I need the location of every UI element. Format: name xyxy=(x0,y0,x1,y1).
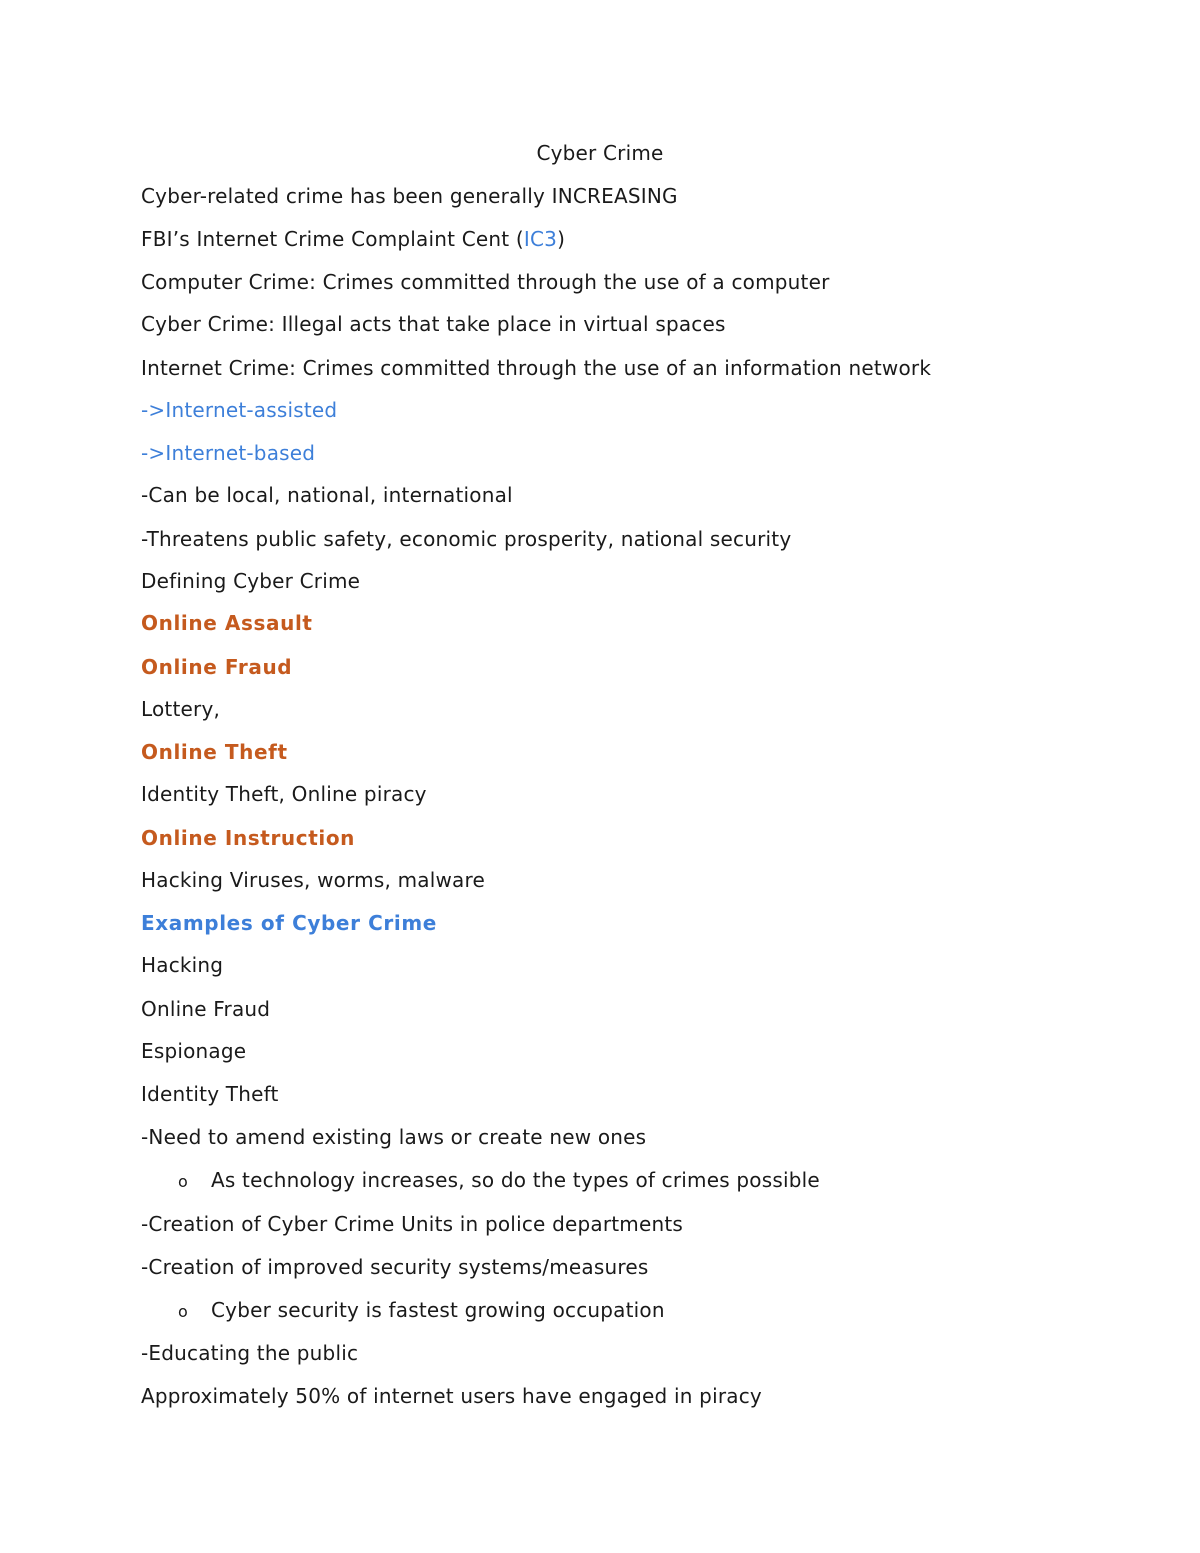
text-line-ic3 xyxy=(141,226,565,252)
text-line: -Creation of improved security systems/measures xyxy=(141,1255,649,1279)
internet-assisted-link[interactable]: ->Internet-assisted xyxy=(141,398,338,422)
page-title: Cyber Crime xyxy=(536,141,664,165)
ic3-link[interactable]: IC3 xyxy=(523,227,558,251)
list-item: Espionage xyxy=(141,1039,247,1063)
heading-online-theft: Online Theft xyxy=(141,740,288,764)
heading-online-fraud: Online Fraud xyxy=(141,655,293,679)
text-line: -Creation of Cyber Crime Units in police departments xyxy=(141,1212,684,1236)
bullet-marker: o xyxy=(178,1172,188,1191)
heading-online-instruction: Online Instruction xyxy=(141,826,356,850)
text-line: Internet Crime: Crimes committed through the use of an information network xyxy=(141,356,932,380)
bullet-marker: o xyxy=(178,1302,188,1321)
text-line: -Threatens public safety, economic prosperity, national security xyxy=(141,527,792,551)
heading-examples: Examples of Cyber Crime xyxy=(141,911,437,935)
text-line: Cyber-related crime has been generally INCREASING xyxy=(141,184,678,208)
text-line: Hacking Viruses, worms, malware xyxy=(141,868,485,892)
heading-online-assault: Online Assault xyxy=(141,611,313,635)
section-label: Defining Cyber Crime xyxy=(141,569,361,593)
text-line: Cyber Crime: Illegal acts that take place in virtual spaces xyxy=(141,312,726,336)
text-line: Lottery, xyxy=(141,697,221,721)
text-line: Identity Theft, Online piracy xyxy=(141,782,427,806)
text-line: -Need to amend existing laws or create new ones xyxy=(141,1125,647,1149)
text-line: -Educating the public xyxy=(141,1341,359,1365)
bullet-text: Cyber security is fastest growing occupation xyxy=(211,1298,665,1322)
text-line: Approximately 50% of internet users have engaged in piracy xyxy=(141,1384,762,1408)
text-line: Computer Crime: Crimes committed through the use of a computer xyxy=(141,270,830,294)
list-item: Hacking xyxy=(141,953,224,977)
list-item: Online Fraud xyxy=(141,997,271,1021)
text-line: -Can be local, national, international xyxy=(141,483,513,507)
internet-based-link[interactable]: ->Internet-based xyxy=(141,441,316,465)
bullet-text: As technology increases, so do the types of crimes possible xyxy=(211,1168,820,1192)
text-segment: ) xyxy=(557,227,566,251)
sub-bullet-item xyxy=(178,1297,665,1325)
sub-bullet-item xyxy=(178,1167,820,1195)
list-item: Identity Theft xyxy=(141,1082,279,1106)
text-segment: FBI’s Internet Crime Complaint Cent ( xyxy=(141,227,524,251)
